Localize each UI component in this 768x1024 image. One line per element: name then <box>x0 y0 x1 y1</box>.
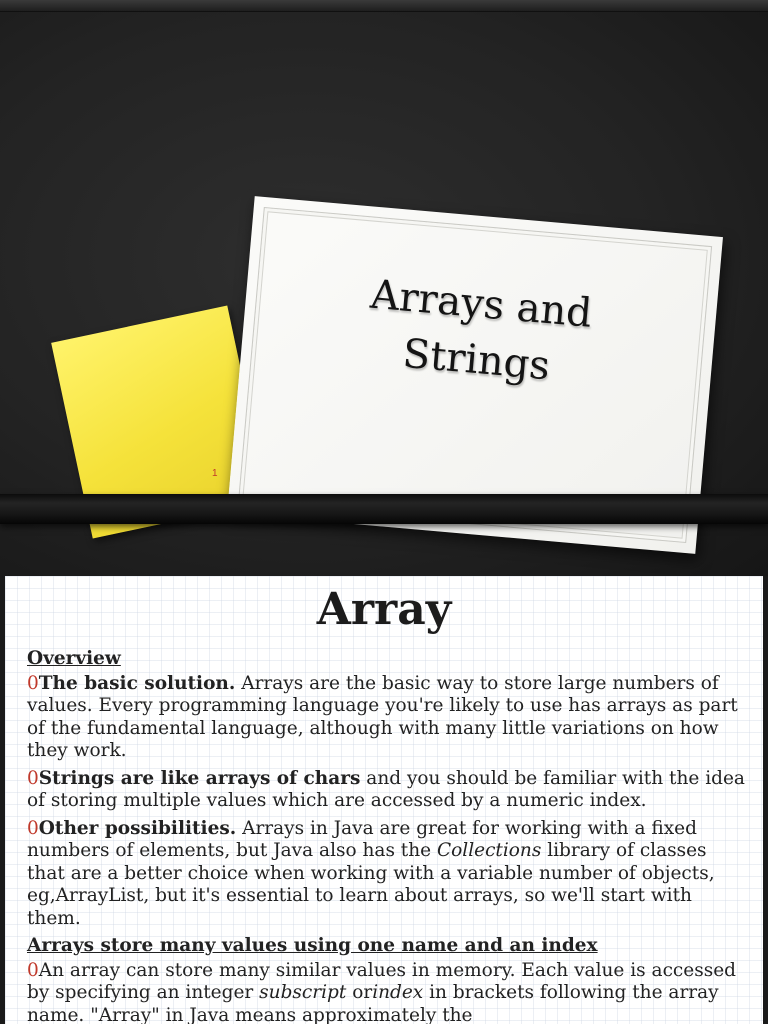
slide-body <box>27 648 749 1024</box>
bullet-marker: 0 <box>27 767 39 789</box>
bullet-text: library of classes that are a better choice when working with a variable number of objects, eg,ArrayList, but it's essential to learn about arrays, so we'll start with them. <box>27 840 715 929</box>
bullet-text: and you should be familiar with the idea of storing multiple values which are accessed by a numeric index. <box>27 767 745 811</box>
section-heading: Arrays store many values using one name and an index <box>27 935 598 956</box>
bullet-marker: 0 <box>27 959 39 981</box>
slide-heading: Array <box>316 584 452 635</box>
bullet-marker: 0 <box>27 817 39 839</box>
bullet-text: An array can store many similar values in memory. Each value is accessed by specifying an integer <box>27 959 737 1003</box>
content-slide <box>5 576 763 1024</box>
bullet-text: or <box>346 982 373 1003</box>
overview-heading: Overview <box>27 648 121 669</box>
bullet-italic: index <box>372 982 424 1003</box>
bullet-item <box>27 818 749 931</box>
bullet-text: Arrays are the basic way to store large numbers of values. Every programming language you're likely to use has arrays as part of the fundamental language, although with many little variations on how they work. <box>27 672 738 761</box>
slide-number: 1 <box>212 468 218 479</box>
bullet-item <box>27 673 749 763</box>
bullet-bold: Strings are like arrays of chars <box>38 767 361 789</box>
bullet-item <box>27 768 749 813</box>
bullet-italic: Collections <box>437 840 542 861</box>
slide-top-edge <box>0 0 768 12</box>
bullet-marker: 0 <box>27 672 39 694</box>
bullet-italic: subscript <box>259 982 347 1003</box>
bullet-bold: The basic solution. <box>38 672 236 694</box>
slide-title: Arrays and Strings <box>368 271 594 390</box>
bullet-bold: Other possibilities. <box>38 817 237 839</box>
bullet-item <box>27 960 749 1024</box>
bullet-text: Arrays in Java are great for working with a fixed numbers of elements, but Java also has the <box>27 817 697 861</box>
bullet-text: in brackets following the array name. "Array" in Java means approximately the <box>27 982 719 1024</box>
shelf-bar <box>0 494 768 524</box>
